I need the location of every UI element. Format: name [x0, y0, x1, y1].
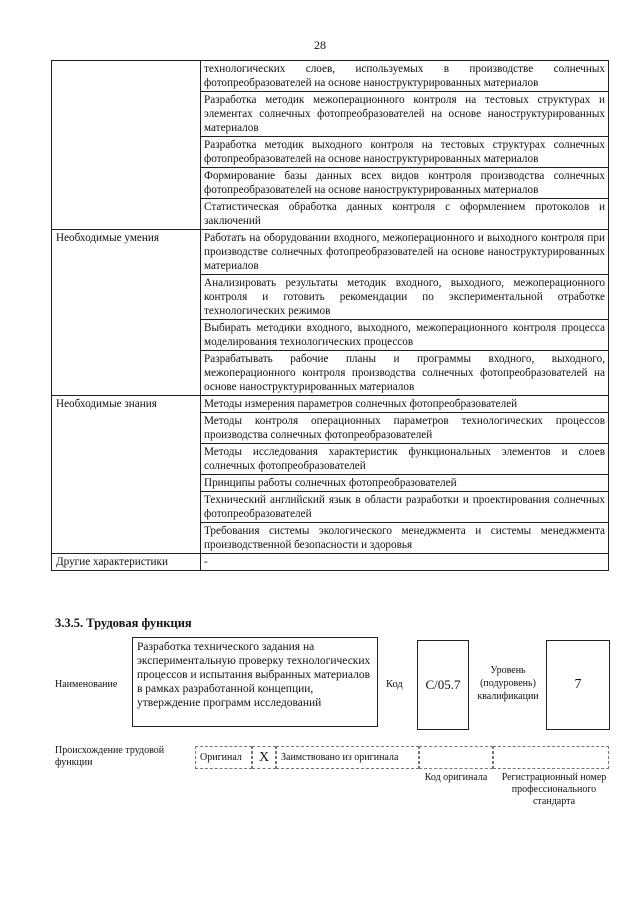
row-label-other: Другие характеристики — [52, 554, 201, 571]
row-text: Методы контроля операционных параметров технологических процессов производства солнечных фотопреобразователей — [201, 413, 609, 444]
name-label: Наименование — [55, 679, 118, 690]
original-cell: Оригинал — [195, 746, 252, 769]
row-text: Методы исследования характеристик функциональных элементов и слоев солнечных фотопреобразователей — [201, 444, 609, 475]
row-label-skills: Необходимые умения — [52, 230, 201, 396]
table-row — [52, 230, 609, 275]
table-row — [52, 396, 609, 413]
table-row — [52, 61, 609, 92]
row-text: технологических слоев, используемых в производстве солнечных фотопреобразователей на основе наноструктурированных материалов — [201, 61, 609, 92]
row-text: - — [201, 554, 609, 571]
row-text: Статистическая обработка данных контроля с оформлением протоколов и заключений — [201, 199, 609, 230]
page-number: 28 — [314, 38, 326, 52]
reg-number-cell — [493, 746, 609, 769]
table-row — [52, 554, 609, 571]
row-label-knowledge: Необходимые знания — [52, 396, 201, 554]
origin-label: Происхождение трудовой функции — [55, 745, 165, 768]
level-value-box: 7 — [546, 640, 610, 730]
code-original-cell — [419, 746, 493, 769]
origin-row — [195, 746, 609, 769]
row-text: Технический английский язык в области разработки и проектирования солнечных фотопреобразователей — [201, 492, 609, 523]
borrowed-cell: Заимствовано из оригинала — [276, 746, 419, 769]
level-label: Уровень (подуровень) квалификации — [477, 665, 539, 702]
row-text: Требования системы экологического менеджмента и системы менеджмента производственной безопасности и здоровья — [201, 523, 609, 554]
row-text: Анализировать результаты методик входного, выходного, межоперационного контроля и готовить рекомендации по экспериментальной отработке технологических режимов — [201, 275, 609, 320]
row-text: Формирование базы данных всех видов контроля производства солнечных фотопреобразователей на основе наноструктурированных материалов — [201, 168, 609, 199]
code-original-caption: Код оригинала — [424, 772, 488, 783]
row-text: Методы измерения параметров солнечных фотопреобразователей — [201, 396, 609, 413]
row-text: Принципы работы солнечных фотопреобразователей — [201, 475, 609, 492]
row-label — [52, 61, 201, 230]
row-text: Разработка методик межоперационного контроля на тестовых структурах и элементах солнечных фотопреобразователей на основе наноструктурированных материалов — [201, 92, 609, 137]
row-text: Разработка методик выходного контроля на тестовых структурах солнечных фотопреобразователей на основе наноструктурированных материалов — [201, 137, 609, 168]
code-label: Код — [386, 679, 403, 690]
row-text: Работать на оборудовании входного, межоперационного и выходного контроля при производстве солнечных фотопреобразователей на основе наноструктурированных материалов — [201, 230, 609, 275]
row-text: Выбирать методики входного, выходного, межоперационного контроля процесса моделирования технологических процессов — [201, 320, 609, 351]
skills-table — [51, 60, 609, 571]
code-value-box: C/05.7 — [417, 640, 469, 730]
reg-number-caption: Регистрационный номер профессионального стандарта — [501, 772, 607, 807]
row-text: Разрабатывать рабочие планы и программы входного, выходного, межоперационного контроля производства солнечных фотопреобразователей на основе наноструктурированных материалов — [201, 351, 609, 396]
function-name-box: Разработка технического задания на экспериментальную проверку технологических процессов и испытания выбранных материалов в рамках разработанной концепции, утверждение программ исследований — [132, 637, 378, 727]
section-title: 3.3.5. Трудовая функция — [55, 616, 192, 630]
original-mark: X — [252, 746, 276, 769]
